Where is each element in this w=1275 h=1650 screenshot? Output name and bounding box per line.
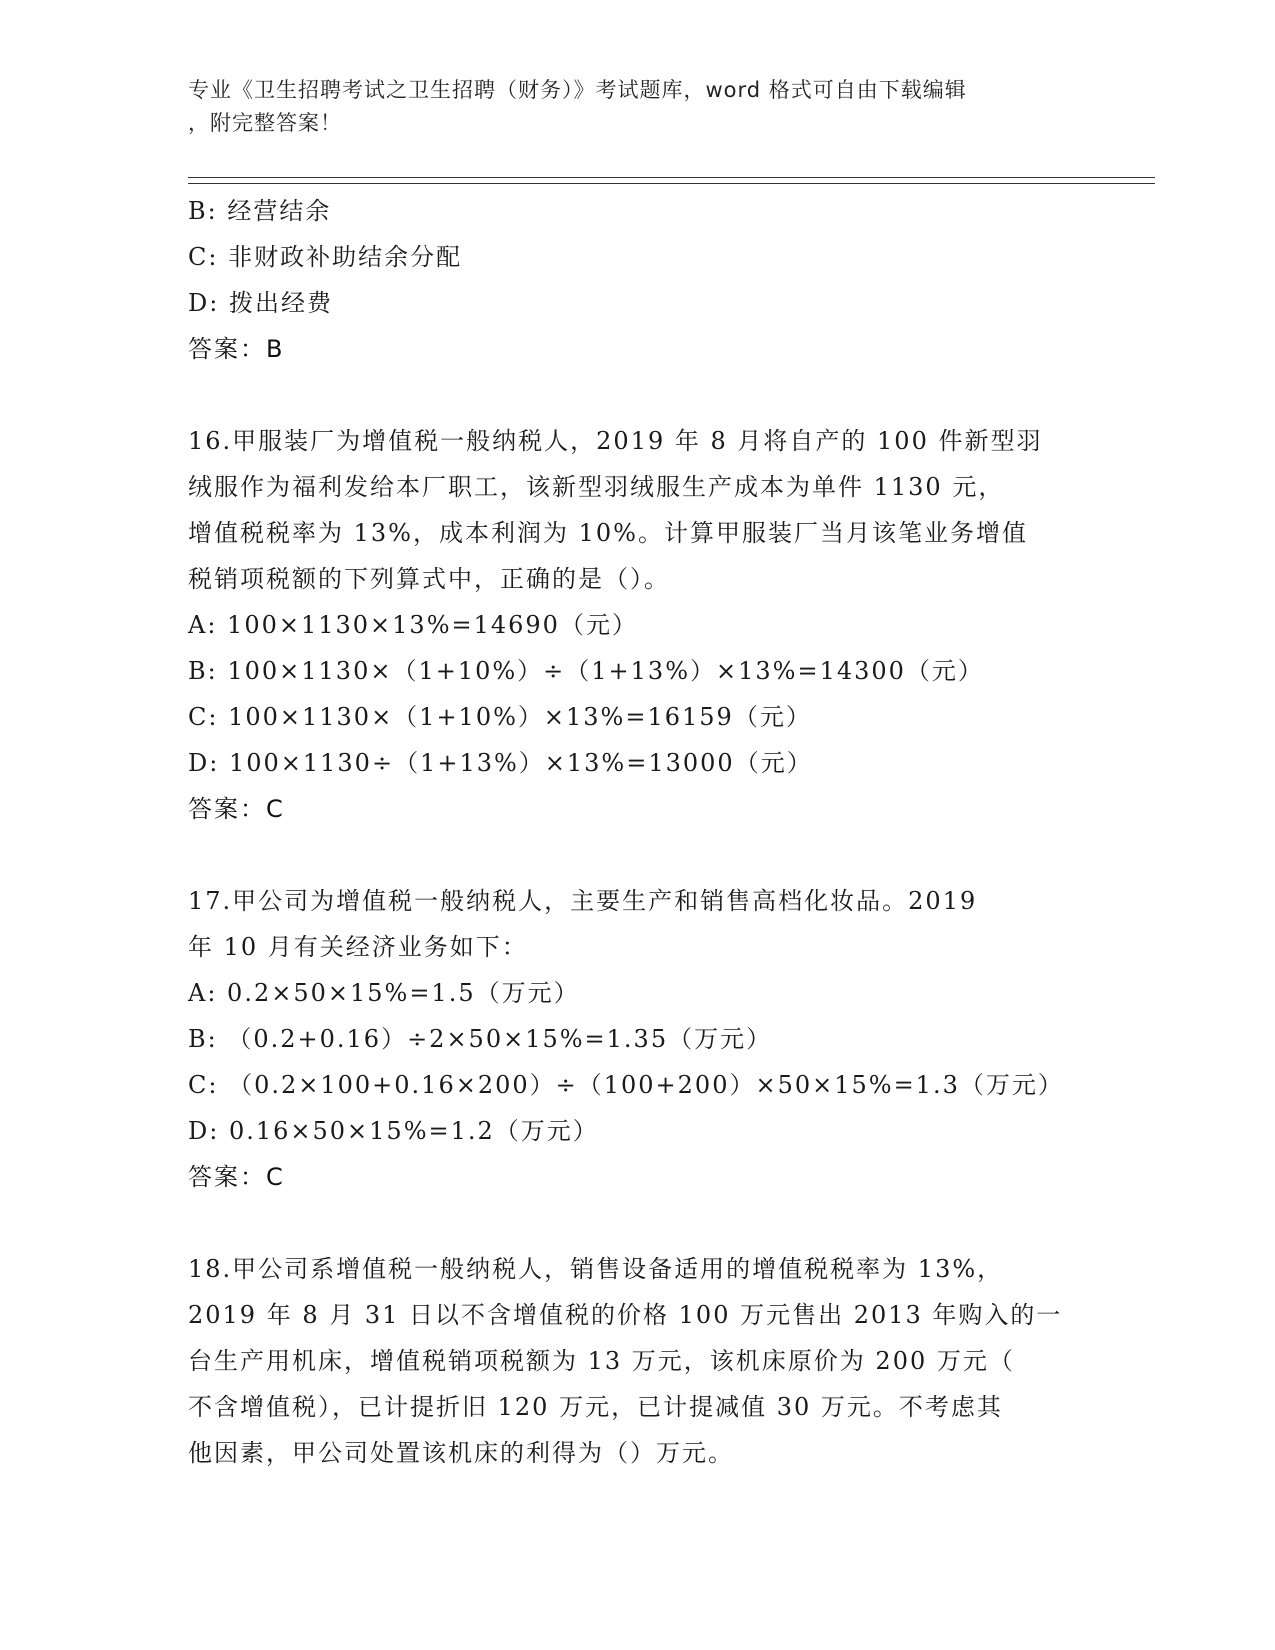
spacer	[188, 1200, 1088, 1246]
option-c: C: 100×1130×（1+10%）×13%=16159（元）	[188, 703, 812, 731]
question-16	[188, 418, 1088, 832]
answer-line: 答案：C	[188, 1163, 285, 1191]
option-c: C: 非财政补助结余分配	[188, 243, 463, 271]
question-content	[188, 188, 1088, 1476]
option-d: D: 拨出经费	[188, 289, 333, 317]
question-stem-line: 增值税税率为 13%，成本利润为 10%。计算甲服装厂当月该笔业务增值	[188, 519, 1028, 547]
question-stem-line: 2019 年 8 月 31 日以不含增值税的价格 100 万元售出 2013 年购入的一	[188, 1301, 1063, 1329]
option-c: C: （0.2×100+0.16×200）÷（100+200）×50×15%=1.3（万元）	[188, 1071, 1064, 1099]
question-17	[188, 878, 1088, 1200]
page-header	[188, 74, 1088, 140]
option-d: D: 0.16×50×15%=1.2（万元）	[188, 1117, 599, 1145]
spacer	[188, 372, 1088, 418]
answer-line: 答案：B	[188, 335, 285, 363]
question-stem-line: 17.甲公司为增值税一般纳税人，主要生产和销售高档化妆品。2019	[188, 887, 978, 915]
answer-line: 答案：C	[188, 795, 285, 823]
question-stem-line: 他因素，甲公司处置该机床的利得为（）万元。	[188, 1439, 734, 1467]
header-line-1: 专业《卫生招聘考试之卫生招聘（财务）》考试题库，word 格式可自由下载编辑	[188, 78, 967, 102]
question-stem-line: 税销项税额的下列算式中，正确的是（）。	[188, 565, 670, 593]
header-divider-bottom	[188, 183, 1155, 184]
option-b: B: 经营结余	[188, 197, 332, 225]
header-line-2: ，附完整答案！	[188, 111, 342, 135]
spacer	[188, 832, 1088, 878]
prev-question-block	[188, 188, 1088, 372]
question-stem-line: 16.甲服装厂为增值税一般纳税人，2019 年 8 月将自产的 100 件新型羽	[188, 427, 1043, 455]
question-stem-line: 台生产用机床，增值税销项税额为 13 万元，该机床原价为 200 万元（	[188, 1347, 1015, 1375]
option-a: A: 0.2×50×15%=1.5（万元）	[188, 979, 580, 1007]
option-a: A: 100×1130×13%=14690（元）	[188, 611, 638, 639]
question-stem-line: 绒服作为福利发给本厂职工，该新型羽绒服生产成本为单件 1130 元，	[188, 473, 1005, 501]
option-b: B: 100×1130×（1+10%）÷（1+13%）×13%=14300（元）	[188, 657, 984, 685]
question-18	[188, 1246, 1088, 1476]
header-divider-top	[188, 177, 1155, 178]
question-stem-line: 年 10 月有关经济业务如下：	[188, 933, 528, 961]
option-b: B: （0.2+0.16）÷2×50×15%=1.35（万元）	[188, 1025, 773, 1053]
question-stem-line: 18.甲公司系增值税一般纳税人，销售设备适用的增值税税率为 13%，	[188, 1255, 1004, 1283]
question-stem-line: 不含增值税），已计提折旧 120 万元，已计提减值 30 万元。不考虑其	[188, 1393, 1003, 1421]
option-d: D: 100×1130÷（1+13%）×13%=13000（元）	[188, 749, 813, 777]
